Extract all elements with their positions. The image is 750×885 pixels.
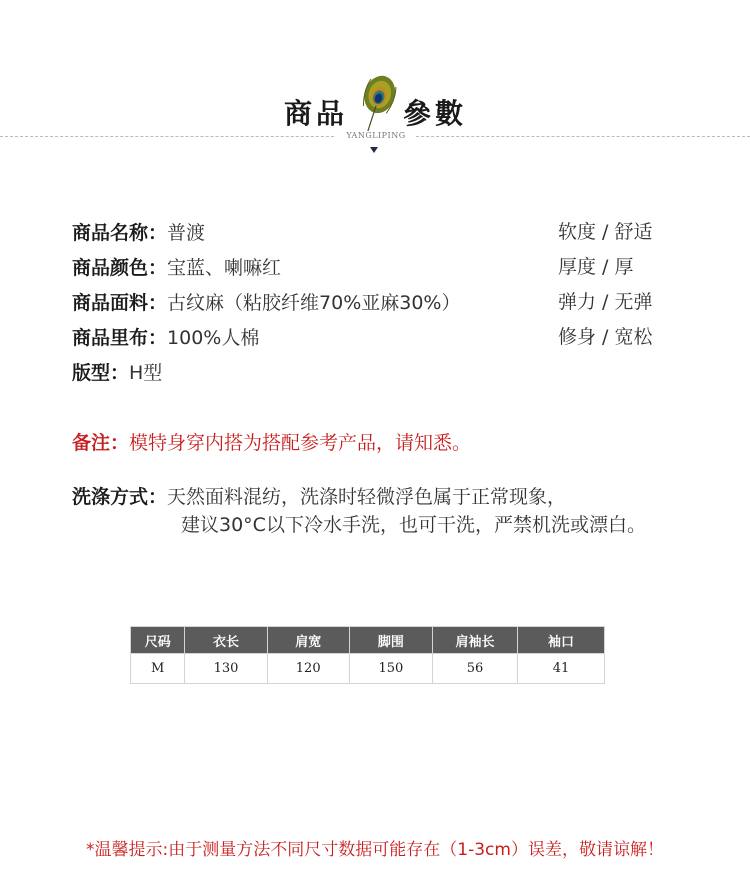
wash-line-2: 建议30°C以下冷水手洗，也可干洗，严禁机洗或漂白。 bbox=[181, 514, 646, 536]
spec-label: 版型： bbox=[72, 362, 130, 384]
spec-color bbox=[72, 255, 281, 281]
remark-text: 模特身穿内搭为搭配参考产品，请知悉。 bbox=[129, 432, 472, 454]
size-table bbox=[130, 626, 605, 684]
spec-fabric bbox=[72, 290, 460, 316]
title-left: 商品 bbox=[284, 97, 349, 130]
table-cell: 120 bbox=[267, 654, 349, 684]
spec-label: 商品颜色： bbox=[72, 257, 168, 279]
header-cell: 衣长 bbox=[185, 627, 267, 654]
table-cell: 150 bbox=[349, 654, 432, 684]
spec-value: H型 bbox=[129, 362, 163, 384]
down-triangle-icon bbox=[370, 147, 378, 153]
peacock-feather-icon bbox=[352, 70, 402, 136]
attr-elasticity: 弹力 / 无弹 bbox=[558, 291, 653, 313]
header-cell: 脚围 bbox=[349, 627, 432, 654]
spec-value: 古纹麻（粘胶纤维70%亚麻30%） bbox=[167, 292, 461, 314]
header-cell: 袖口 bbox=[517, 627, 604, 654]
title-right: 參數 bbox=[403, 97, 468, 130]
wash-method bbox=[72, 484, 566, 510]
spec-label: 商品名称： bbox=[72, 222, 168, 244]
spec-fit bbox=[72, 360, 162, 386]
wash-line-1: 天然面料混纺，洗涤时轻微浮色属于正常现象， bbox=[167, 486, 567, 508]
spec-name bbox=[72, 220, 205, 246]
header-cell: 肩宽 bbox=[267, 627, 349, 654]
remark bbox=[72, 430, 471, 456]
table-cell: 56 bbox=[432, 654, 517, 684]
spec-value: 普渡 bbox=[167, 222, 206, 244]
header-cell: 尺码 bbox=[131, 627, 185, 654]
table-cell: 41 bbox=[517, 654, 604, 684]
spec-value: 100%人棉 bbox=[167, 327, 260, 349]
spec-value: 宝蓝、喇嘛红 bbox=[167, 257, 282, 279]
spec-label: 商品里布： bbox=[72, 327, 168, 349]
table-cell: 130 bbox=[185, 654, 267, 684]
wash-label: 洗涤方式： bbox=[72, 486, 168, 508]
size-table-header bbox=[131, 627, 605, 654]
measurement-tip: *温馨提示:由于测量方法不同尺寸数据可能存在（1-3cm）误差，敬请谅解！ bbox=[86, 840, 664, 860]
table-cell: M bbox=[131, 654, 185, 684]
attr-fit: 修身 / 宽松 bbox=[558, 326, 653, 348]
brand-subtitle: YANGLIPING bbox=[336, 131, 416, 140]
spec-label: 商品面料： bbox=[72, 292, 168, 314]
attr-softness: 软度 / 舒适 bbox=[558, 221, 653, 243]
spec-lining bbox=[72, 325, 259, 351]
table-row bbox=[131, 654, 605, 684]
remark-label: 备注： bbox=[72, 432, 130, 454]
attr-thickness: 厚度 / 厚 bbox=[558, 256, 634, 278]
header-cell: 肩袖长 bbox=[432, 627, 517, 654]
